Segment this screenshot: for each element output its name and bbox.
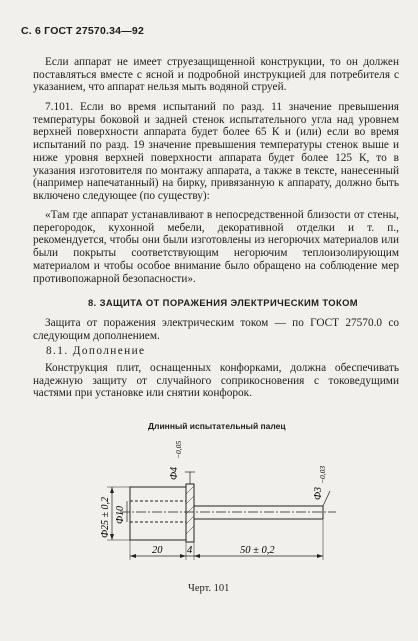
dim-collar-diameter: Ф4 [169, 466, 180, 480]
section-title: 8. ЗАЩИТА ОТ ПОРАЖЕНИЯ ЭЛЕКТРИЧЕСКИМ ТОКОМ [87, 297, 358, 308]
paragraph-construction: Конструкция плит, оснащенных конфорками, должна обеспечивать надежную защиту от случайного соприкосновения с токоведущими частями при установке или снятии конфорок. [33, 362, 399, 400]
subsection-heading: 8.1. Дополнение [46, 345, 146, 357]
dim-handle-diameter: Ф25 ± 0,2 [100, 496, 111, 538]
figure-label: Черт. 101 [188, 583, 230, 594]
dim-tip-tolerance: −0,03 [318, 465, 327, 484]
paragraph-7-101: 7.101. Если во время испытаний по разд. 11 значение превышения температуры боковой и задней стенок испытательного угла над уровнем верхней поверхности аппарата будет более 65 К и (или) если во время испытаний по разд. 19 значение превышения температуры стенок выше и ниже уровня верхней поверхности аппарата будет более 125 К, то в указания изготовителя по монтажу аппарата, а также в тексте, нанесенный (например напечатанный) на бирку, привязанную к аппарату, должно быть включено следующее (по существу): [33, 101, 399, 202]
figure-caption: Длинный испытательный палец [148, 421, 286, 431]
paragraph-jet-protection: Если аппарат не имеет струезащищенной конструкции, то он должен поставляться вместе с ясной и подробной инструкцией для потребителя с указанием, что аппарат нельзя мыть водяной струей. [33, 56, 399, 94]
dim-tip-diameter: Ф3 [313, 486, 324, 500]
dim-body-diameter: Ф10 [115, 505, 126, 524]
test-finger-drawing [0, 438, 418, 598]
dim-pin-length: 50 ± 0,2 [240, 545, 275, 556]
paragraph-quote: «Там где аппарат устанавливают в непосредственной близости от стены, перегородок, кухонной мебели, декоративной отделки и т. п., рекомендуется, чтобы они были изготовлены из негорючих материалов или были покрыты соответствующим негорючим теплоизолирующим материалом и чтобы особое внимание было обращено на соблюдение мер противопожарной безопасности». [33, 209, 399, 285]
dim-collar-length: 4 [187, 545, 193, 556]
handle-outline [130, 487, 186, 540]
page-header: С. 6 ГОСТ 27570.34—92 [21, 25, 144, 37]
dim-collar-tolerance: −0,05 [174, 440, 183, 459]
paragraph-protection: Защита от поражения электрическим током — по ГОСТ 27570.0 со следующим дополнением. [33, 317, 399, 342]
dim-handle-length: 20 [152, 545, 163, 556]
